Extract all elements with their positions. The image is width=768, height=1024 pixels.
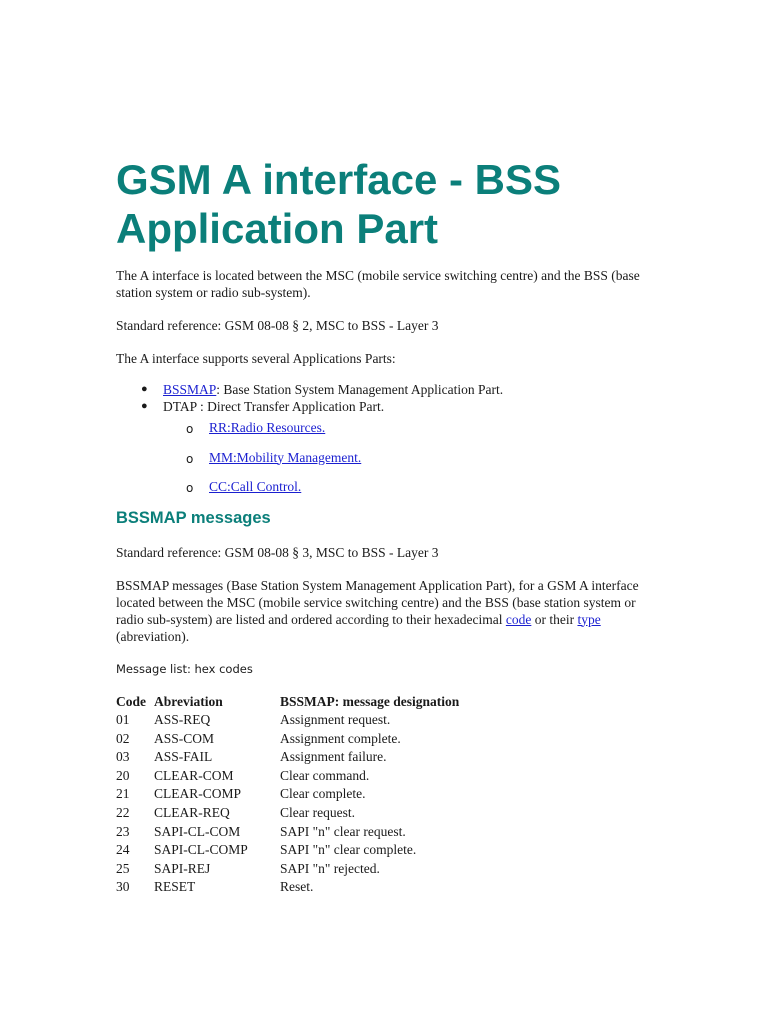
table-header-row (116, 693, 540, 712)
description-text: (abreviation). (116, 628, 190, 644)
cell-abreviation: CLEAR-COMP (154, 786, 242, 802)
cell-abreviation: CLEAR-COM (154, 767, 234, 783)
cell-code: 22 (116, 805, 130, 821)
cell-designation: Clear command. (280, 767, 370, 783)
table-row (116, 748, 540, 767)
cell-abreviation: SAPI-REJ (154, 860, 211, 876)
table-row (116, 767, 540, 786)
cell-designation: Assignment failure. (280, 749, 387, 765)
cell-abreviation: SAPI-CL-COMP (154, 842, 248, 858)
cell-designation: Assignment request. (280, 712, 391, 728)
circle-bullet-icon: o (186, 422, 194, 436)
table-row (116, 841, 540, 860)
cell-designation: Assignment complete. (280, 730, 401, 746)
cell-code: 01 (116, 712, 130, 728)
table-row (116, 785, 540, 804)
description-text: BSSMAP messages (Base Station System Management Application Part), for a GSM A interface located between the MSC (mobile service switching centre) and the BSS (base station system or radio sub-system) are listed and ordered according to their hexadecimal (116, 577, 639, 627)
description-paragraph (116, 577, 661, 645)
code-link[interactable]: code (505, 611, 532, 627)
sub-list-item-cc (116, 478, 661, 495)
table-row (116, 878, 540, 897)
cell-designation: SAPI "n" clear complete. (280, 842, 417, 858)
cell-abreviation: CLEAR-REQ (154, 805, 230, 821)
description-text: or their (531, 611, 578, 627)
bssmap-link[interactable]: BSSMAP (163, 382, 217, 397)
cell-abreviation: SAPI-CL-COM (154, 823, 241, 839)
cell-abreviation: RESET (154, 879, 196, 895)
header-code: Code (116, 693, 146, 709)
cell-designation: Reset. (280, 879, 314, 895)
cell-code: 03 (116, 749, 130, 765)
intro-paragraph: The A interface is located between the MSC (mobile service switching centre) and the BSS (base station system or radio sub-system). (116, 268, 640, 300)
cell-code: 24 (116, 842, 130, 858)
circle-bullet-icon: o (186, 451, 194, 466)
header-designation: BSSMAP: message designation (280, 693, 460, 709)
message-table (116, 693, 540, 898)
application-parts-list (116, 381, 661, 495)
cell-abreviation: ASS-FAIL (154, 749, 213, 765)
section-title: BSSMAP messages (116, 508, 271, 527)
table-row (116, 711, 540, 730)
dtap-text: DTAP : Direct Transfer Application Part. (163, 399, 385, 414)
cell-code: 25 (116, 860, 130, 876)
page-title: GSM A interface - BSS Application Part (116, 156, 561, 252)
document-page (116, 155, 661, 897)
sub-list-item-rr (116, 419, 661, 436)
bssmap-description: : Base Station System Management Application Part. (216, 382, 504, 397)
cell-code: 02 (116, 730, 130, 746)
type-link[interactable]: type (577, 611, 601, 627)
sub-list-item-mm (116, 449, 661, 466)
table-row (116, 730, 540, 749)
cell-designation: Clear request. (280, 805, 355, 821)
cell-abreviation: ASS-REQ (154, 712, 211, 728)
table-row (116, 860, 540, 879)
cell-code: 23 (116, 823, 130, 839)
header-abreviation: Abreviation (154, 693, 223, 709)
cell-designation: SAPI "n" clear request. (280, 823, 406, 839)
cell-code: 21 (116, 786, 130, 802)
supports-paragraph: The A interface supports several Applications Parts: (116, 351, 396, 366)
cell-code: 30 (116, 879, 130, 895)
circle-bullet-icon: o (186, 481, 194, 495)
standard-reference-1: Standard reference: GSM 08-08 § 2, MSC to BSS - Layer 3 (116, 318, 439, 333)
message-list-label: Message list: hex codes (116, 661, 253, 676)
table-row (116, 823, 540, 842)
cell-designation: SAPI "n" rejected. (280, 860, 380, 876)
bullet-icon: ● (141, 400, 148, 412)
rr-link[interactable]: RR:Radio Resources. (209, 420, 326, 435)
cell-code: 20 (116, 767, 130, 783)
cc-link[interactable]: CC:Call Control. (209, 479, 302, 494)
bullet-icon: ● (141, 383, 148, 395)
list-item-bssmap (116, 381, 661, 398)
mm-link[interactable]: MM:Mobility Management. (209, 449, 362, 465)
list-item-dtap (116, 398, 661, 495)
dtap-sub-list (163, 419, 661, 495)
standard-reference-2: Standard reference: GSM 08-08 § 3, MSC to BSS - Layer 3 (116, 544, 439, 560)
table-row (116, 804, 540, 823)
cell-designation: Clear complete. (280, 786, 366, 802)
cell-abreviation: ASS-COM (154, 730, 215, 746)
